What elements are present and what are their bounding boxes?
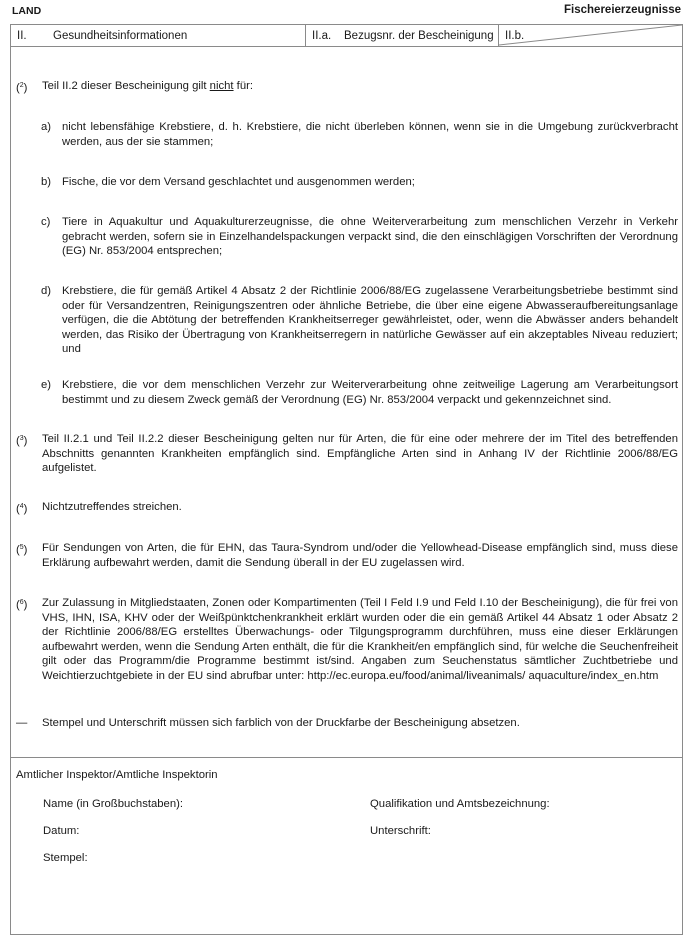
inspector-title: Amtlicher Inspektor/Amtliche Inspektorin — [16, 769, 218, 781]
footnote-6: ($^6$) Zur Zulassung in Mitgliedstaaten, Zonen oder Kompartimenten (Teil I Feld I.9 und Feld I.10 der Bescheinigung), die für frei von VHS, IHN, ISA, KHV oder der Weißpünktchenkrankheit erklärt wurden oder die ein gemäß Artikel 44 Absatz 1 oder Absatz 2 der Richtlinie 2006/88/EG erstelltes Überwachungs- oder Tilgungsprogramm durchführen, muss eine dieser Erklärungen aufbewahrt werden, wenn die Sendung Arten enthält, die für die Krankheit/en empfänglich sind, für welche die Seuchenfreiheit gilt oder das Programm/die Programme bestimmt ist/sind. Angaben zum Seuchenstatus sämtlicher Zuchtbetriebe und Weichtierzuchtgebiete in der EU sind abrufbar unter: http://ec.europa.eu/food/animal/liveanimals/ aquaculture/index_en.htm — [16, 597, 678, 682]
reference-label-number: II.a. — [312, 29, 332, 42]
dash-marker: — — [16, 717, 28, 729]
inspector-signature-box — [10, 757, 683, 935]
name-field[interactable]: Name (in Großbuchstaben): — [43, 798, 184, 810]
emphasis-nicht: nicht — [209, 80, 234, 92]
footnote-2-item-c: c) Tiere in Aquakultur und Aquakulturerzeugnisse, die ohne Weiterverarbeitung zum menschlichen Verzehr in Verkehr gebracht werden, sofern sie in Einzelhandelspackungen verpackt sind, die den einschlägigen Vorschriften der Verordnung (EG) Nr. 853/2004 entsprechen; — [41, 216, 678, 257]
reference-label: Bezugsnr. der Bescheinigung — [344, 29, 494, 42]
footnote-2: ($^2$) Teil II.2 dieser Bescheinigung gilt nicht für: — [16, 80, 254, 94]
country-label: LAND — [12, 5, 42, 17]
stamp-signature-note: — Stempel und Unterschrift müssen sich farblich von der Druckfarbe der Bescheinigung absetzen. — [16, 717, 520, 729]
footnote-2-item-a: a) nicht lebensfähige Krebstiere, d. h. Krebstiere, die nicht überleben können, wenn sie in die Umgebung zurückverbracht werden, aus der sie stammen; — [41, 121, 678, 148]
footnote-marker: ($^5$) — [16, 544, 28, 556]
date-field[interactable]: Datum: — [43, 825, 80, 837]
footnote-marker: ($^2$) — [16, 82, 28, 94]
qualification-field[interactable]: Qualifikation und Amtsbezeichnung: — [370, 798, 550, 810]
section-title: Gesundheitsinformationen — [53, 29, 188, 42]
footnote-5: ($^5$) Für Sendungen von Arten, die für EHN, das Taura-Syndrom und/oder die Yellowhead-Disease empfänglich sind, muss diese Erklärung aufbewahrt werden, damit die Sendung überall in der EU zugelassen wird. — [16, 542, 678, 569]
section-number: II. — [17, 29, 27, 42]
section-title-cell — [11, 25, 306, 46]
footnote-2-item-e: e) Krebstiere, die vor dem menschlichen Verzehr zur Weiterverarbeitung ohne zeitweilige Lagerung am Verarbeitungsort bestimmt und zu diesem Zweck gemäß der Verordnung (EG) Nr. 853/2004 verpackt und gekennzeichnet sind. — [41, 379, 678, 406]
stamp-field[interactable]: Stempel: — [43, 852, 88, 864]
section-header-row — [10, 24, 683, 47]
footnote-4: ($^4$) Nichtzutreffendes streichen. — [16, 501, 182, 515]
footnote-marker: ($^3$) — [16, 435, 28, 447]
signature-field[interactable]: Unterschrift: — [370, 825, 431, 837]
footnote-marker: ($^6$) — [16, 599, 28, 611]
iib-label: II.b. — [505, 29, 525, 42]
footnote-marker: ($^4$) — [16, 503, 28, 515]
iib-cell — [499, 25, 682, 46]
diagonal-strike-line — [499, 25, 682, 46]
footnote-3: ($^3$) Teil II.2.1 und Teil II.2.2 dieser Bescheinigung gelten nur für Arten, die für eine oder mehrere der im Titel des betreffenden Abschnitts genannten Krankheiten empfänglich sind. Empfängliche Arten sind in Anhang IV der Richtlinie 2006/88/EG aufgelistet. — [16, 433, 678, 474]
footnote-2-item-b: b) Fische, die vor dem Versand geschlachtet und ausgenommen werden; — [41, 176, 415, 188]
product-title: Fischereierzeugnisse — [564, 4, 681, 16]
reference-number-cell[interactable] — [306, 25, 499, 46]
footnote-2-item-d: d) Krebstiere, die für gemäß Artikel 4 Absatz 2 der Richtlinie 2006/88/EG zugelassene Verarbeitungsbetriebe bestimmt sind oder für Versandzentren, Reinigungszentren oder ähnliche Betriebe, die über eine eigene Abwasseraufbereitungsanlage verfügen, die die Abtötung der betreffenden Krankheitserreger gewährleistet, oder, wenn die Abwässer anders behandelt werden, das Risiko der Übertragung von Krankheitserregern in natürliche Gewässer auf ein akzeptables Niveau reduziert; und — [41, 285, 678, 355]
